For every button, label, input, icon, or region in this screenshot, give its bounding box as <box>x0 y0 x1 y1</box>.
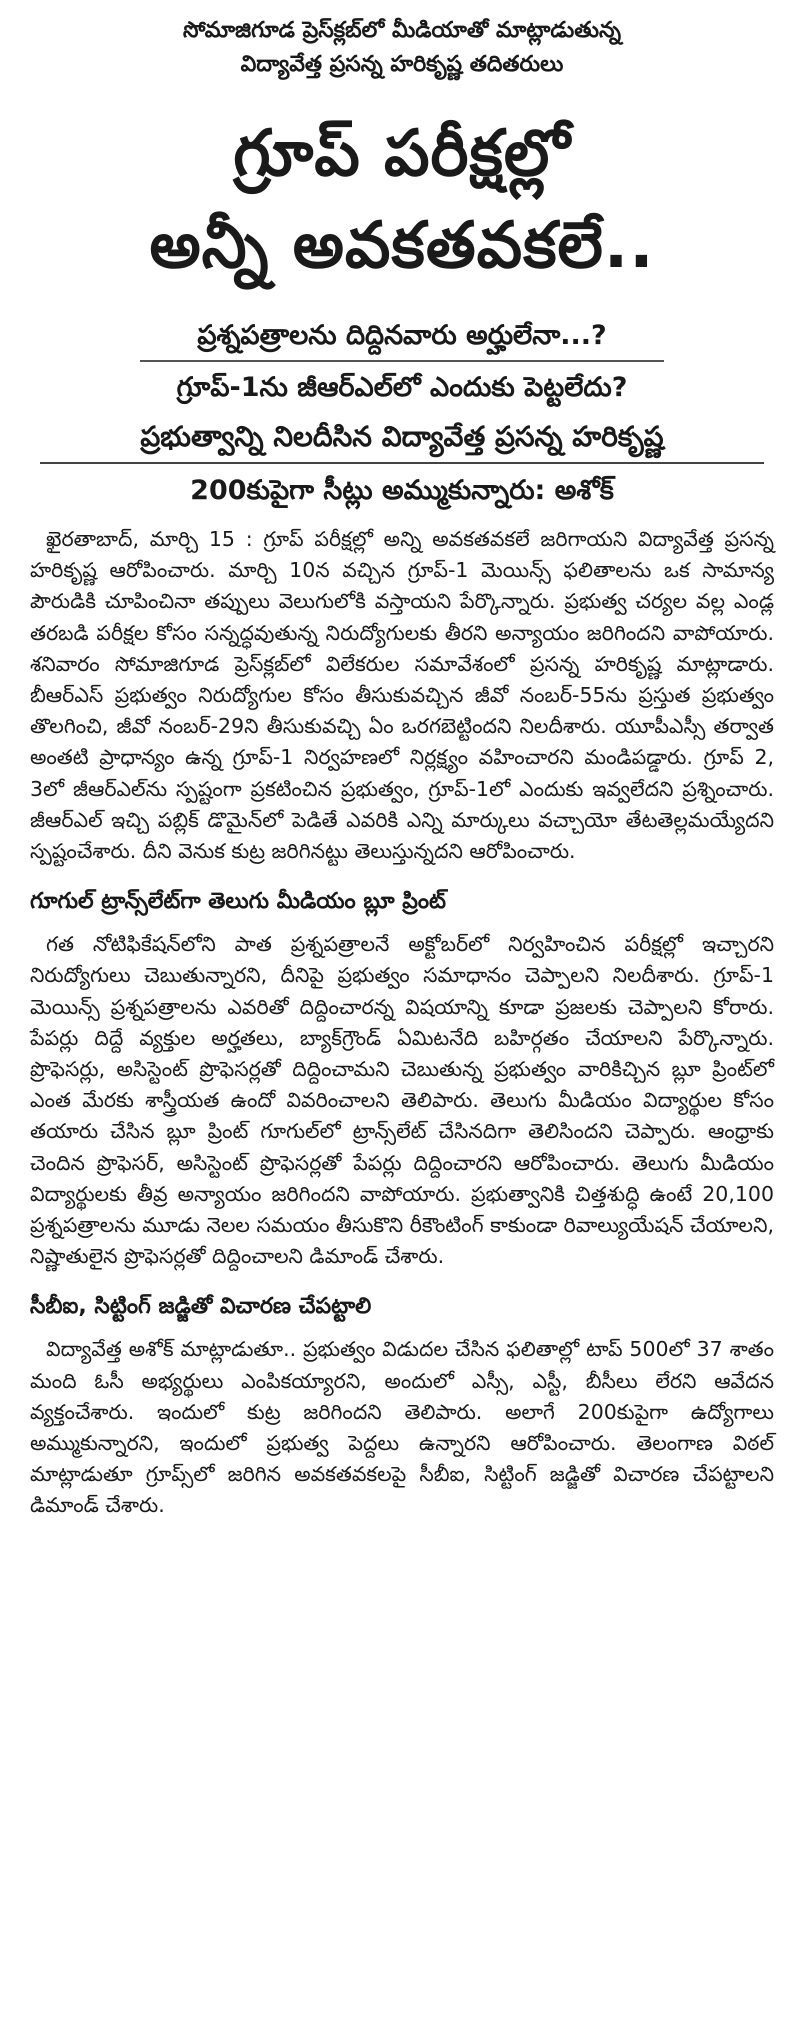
divider-2 <box>40 462 764 464</box>
subheading-4: 200కుపైగా సీట్లు అమ్ముకున్నారు: అశోక్ <box>190 475 614 506</box>
article-body <box>30 524 774 1522</box>
headline-line-2: అన్నీ అవకతవకలే.. <box>149 209 655 283</box>
section-heading-2: సీబీఐ, సిట్టింగ్ జడ్జితో విచారణ చేపట్టాలి <box>30 1294 372 1320</box>
subheading-2: గ్రూప్-1ను జీఆర్ఎల్‌లో ఎందుకు పెట్టలేదు? <box>176 372 628 403</box>
headline <box>30 108 774 292</box>
section-heading-1: గూగుల్ ట్రాన్స్‌లేట్‌గా తెలుగు మీడియం బ్లూ ప్రింట్ <box>30 889 446 915</box>
subheading-1: ప్రశ్నపత్రాలను దిద్దినవారు అర్హులేనా...? <box>197 320 607 351</box>
caption-line-1: సోమాజిగూడ ప్రెస్‌క్లబ్‌లో మీడియాతో మాట్లాడుతున్న <box>183 18 621 43</box>
headline-line-1: గ్రూప్ పరీక్షల్లో <box>233 117 571 191</box>
photo-caption <box>30 0 774 82</box>
paragraph-2: గత నోటిఫికేషన్‌లోని పాత ప్రశ్నపత్రాలనే అక్టోబర్‌లో నిర్వహించిన పరీక్షల్లో ఇచ్చారని నిరుద్యోగులు చెబుతున్నారని, దీనిపై ప్రభుత్వం సమాధానం చెప్పాలని నిలదీశారు. గ్రూప్-1 మెయిన్స్ ప్రశ్నపత్రాలను ఎవరితో దిద్దించారన్న విషయాన్ని కూడా ప్రజలకు చెప్పాలని కోరారు. పేపర్లు దిద్దే వ్యక్తుల అర్హతలు, బ్యాక్‌గ్రౌండ్ ఏమిటనేది బహిర్గతం చేయాలని పేర్కొన్నారు. ప్రొఫెసర్లు, అసిస్టెంట్ ప్రొఫెసర్లతో దిద్దించామని చెబుతున్న ప్రభుత్వం వారికిచ్చిన బ్లూ ప్రింట్‌లో ఎంత మేరకు శాస్త్రీయత ఉందో వివరించాలని తెలిపారు. తెలుగు మీడియం విద్యార్థుల కోసం తయారు చేసిన బ్లూ ప్రింట్ గూగుల్‌లో ట్రాన్స్‌లేట్ చేసినదిగా తెలిసిందని చెప్పారు. ఆంధ్రాకు చెందిన ప్రొఫెసర్, అసిస్టెంట్ ప్రొఫెసర్లతో పేపర్లు దిద్దించారని ఆరోపించారు. తెలుగు మీడియం విద్యార్థులకు తీవ్ర అన్యాయం జరిగిందని వాపోయారు. ప్రభుత్వానికి చిత్తశుద్ధి ఉంటే 20,100 ప్రశ్నపత్రాలను మూడు నెలల సమయం తీసుకొని రీకౌంటింగ్ కాకుండా రివాల్యుయేషన్ చేయాలని, నిష్ణాతులైన ప్రొఫెసర్లతో దిద్దించాలని డిమాండ్ చేశారు. <box>30 932 774 1269</box>
paragraph-1: ఖైరతాబాద్, మార్చి 15 : గ్రూప్ పరీక్షల్లో అన్ని అవకతవకలే జరిగాయని విద్యావేత్త ప్రసన్న హరికృష్ణ ఆరోపించారు. మార్చి 10న వచ్చిన గ్రూప్-1 మెయిన్స్ ఫలితాలను ఒక సామాన్య పౌరుడికి చూపించినా తప్పులు వెలుగులోకి వస్తాయని పేర్కొన్నారు. ప్రభుత్వ చర్యల వల్ల ఎండ్ల తరబడి పరీక్షల కోసం సన్నద్ధవుతున్న నిరుద్యోగులకు తీరని అన్యాయం జరిగిందని వాపోయారు. శనివారం సోమాజిగూడ ప్రెస్‌క్లబ్‌లో విలేకరుల సమావేశంలో ప్రసన్న హరికృష్ణ మాట్లాడారు. బీఆర్ఎస్ ప్రభుత్వం నిరుద్యోగుల కోసం తీసుకువచ్చిన జీవో నంబర్-55ను ప్రస్తుత ప్రభుత్వం తొలగించి, జీవో నంబర్-29ని తీసుకువచ్చి ఏం ఒరగబెట్టిందని నిలదీశారు. యూపీఎస్సీ తర్వాత అంతటి ప్రాధాన్యం ఉన్న గ్రూప్-1 నిర్వహణలో నిర్లక్ష్యం వహించారని మండిపడ్డారు. గ్రూప్ 2, 3లో జీఆర్ఎల్‌ను స్పష్టంగా ప్రకటించిన ప్రభుత్వం, గ్రూప్-1లో ఎందుకు ఇవ్వలేదని ప్రశ్నించారు. జీఆర్ఎల్ ఇచ్చి పబ్లిక్ డొమైన్‌లో పెడితే ఎవరికి ఎన్ని మార్కులు వచ్చాయో తేటతెల్లమయ్యేదని స్పష్టంచేశారు. దీని వెనుక కుట్ర జరిగినట్టు తెలుస్తున్నదని ఆరోపించారు. <box>30 527 774 864</box>
divider-1 <box>140 360 664 362</box>
subheading-3: ప్రభుత్వాన్ని నిలదీసిన విద్యావేత్త ప్రసన్న హరికృష్ణ <box>140 420 664 453</box>
caption-line-2: విద్యావేత్త ప్రసన్న హరికృష్ణ తదితరులు <box>240 52 564 77</box>
paragraph-3: విద్యావేత్త అశోక్ మాట్లాడుతూ.. ప్రభుత్వం విడుదల చేసిన ఫలితాల్లో టాప్ 500లో 37 శాతం మంది ఓసీ అభ్యర్థులు ఎంపికయ్యారని, అందులో ఎస్సీ, ఎస్టీ, బీసీలు లేరని ఆవేదన వ్యక్తంచేశారు. ఇందులో కుట్ర జరిగిందని తెలిపారు. అలాగే 200కుపైగా ఉద్యోగాలు అమ్ముకున్నారని, ఇందులో ప్రభుత్వ పెద్దలు ఉన్నారని ఆరోపించారు. తెలంగాణ విఠల్ మాట్లాడుతూ గ్రూప్స్‌లో జరిగిన అవకతవకలపై సీబీఐ, సిట్టింగ్ జడ్జితో విచారణ చేపట్టాలని డిమాండ్ చేశారు. <box>30 1337 774 1518</box>
